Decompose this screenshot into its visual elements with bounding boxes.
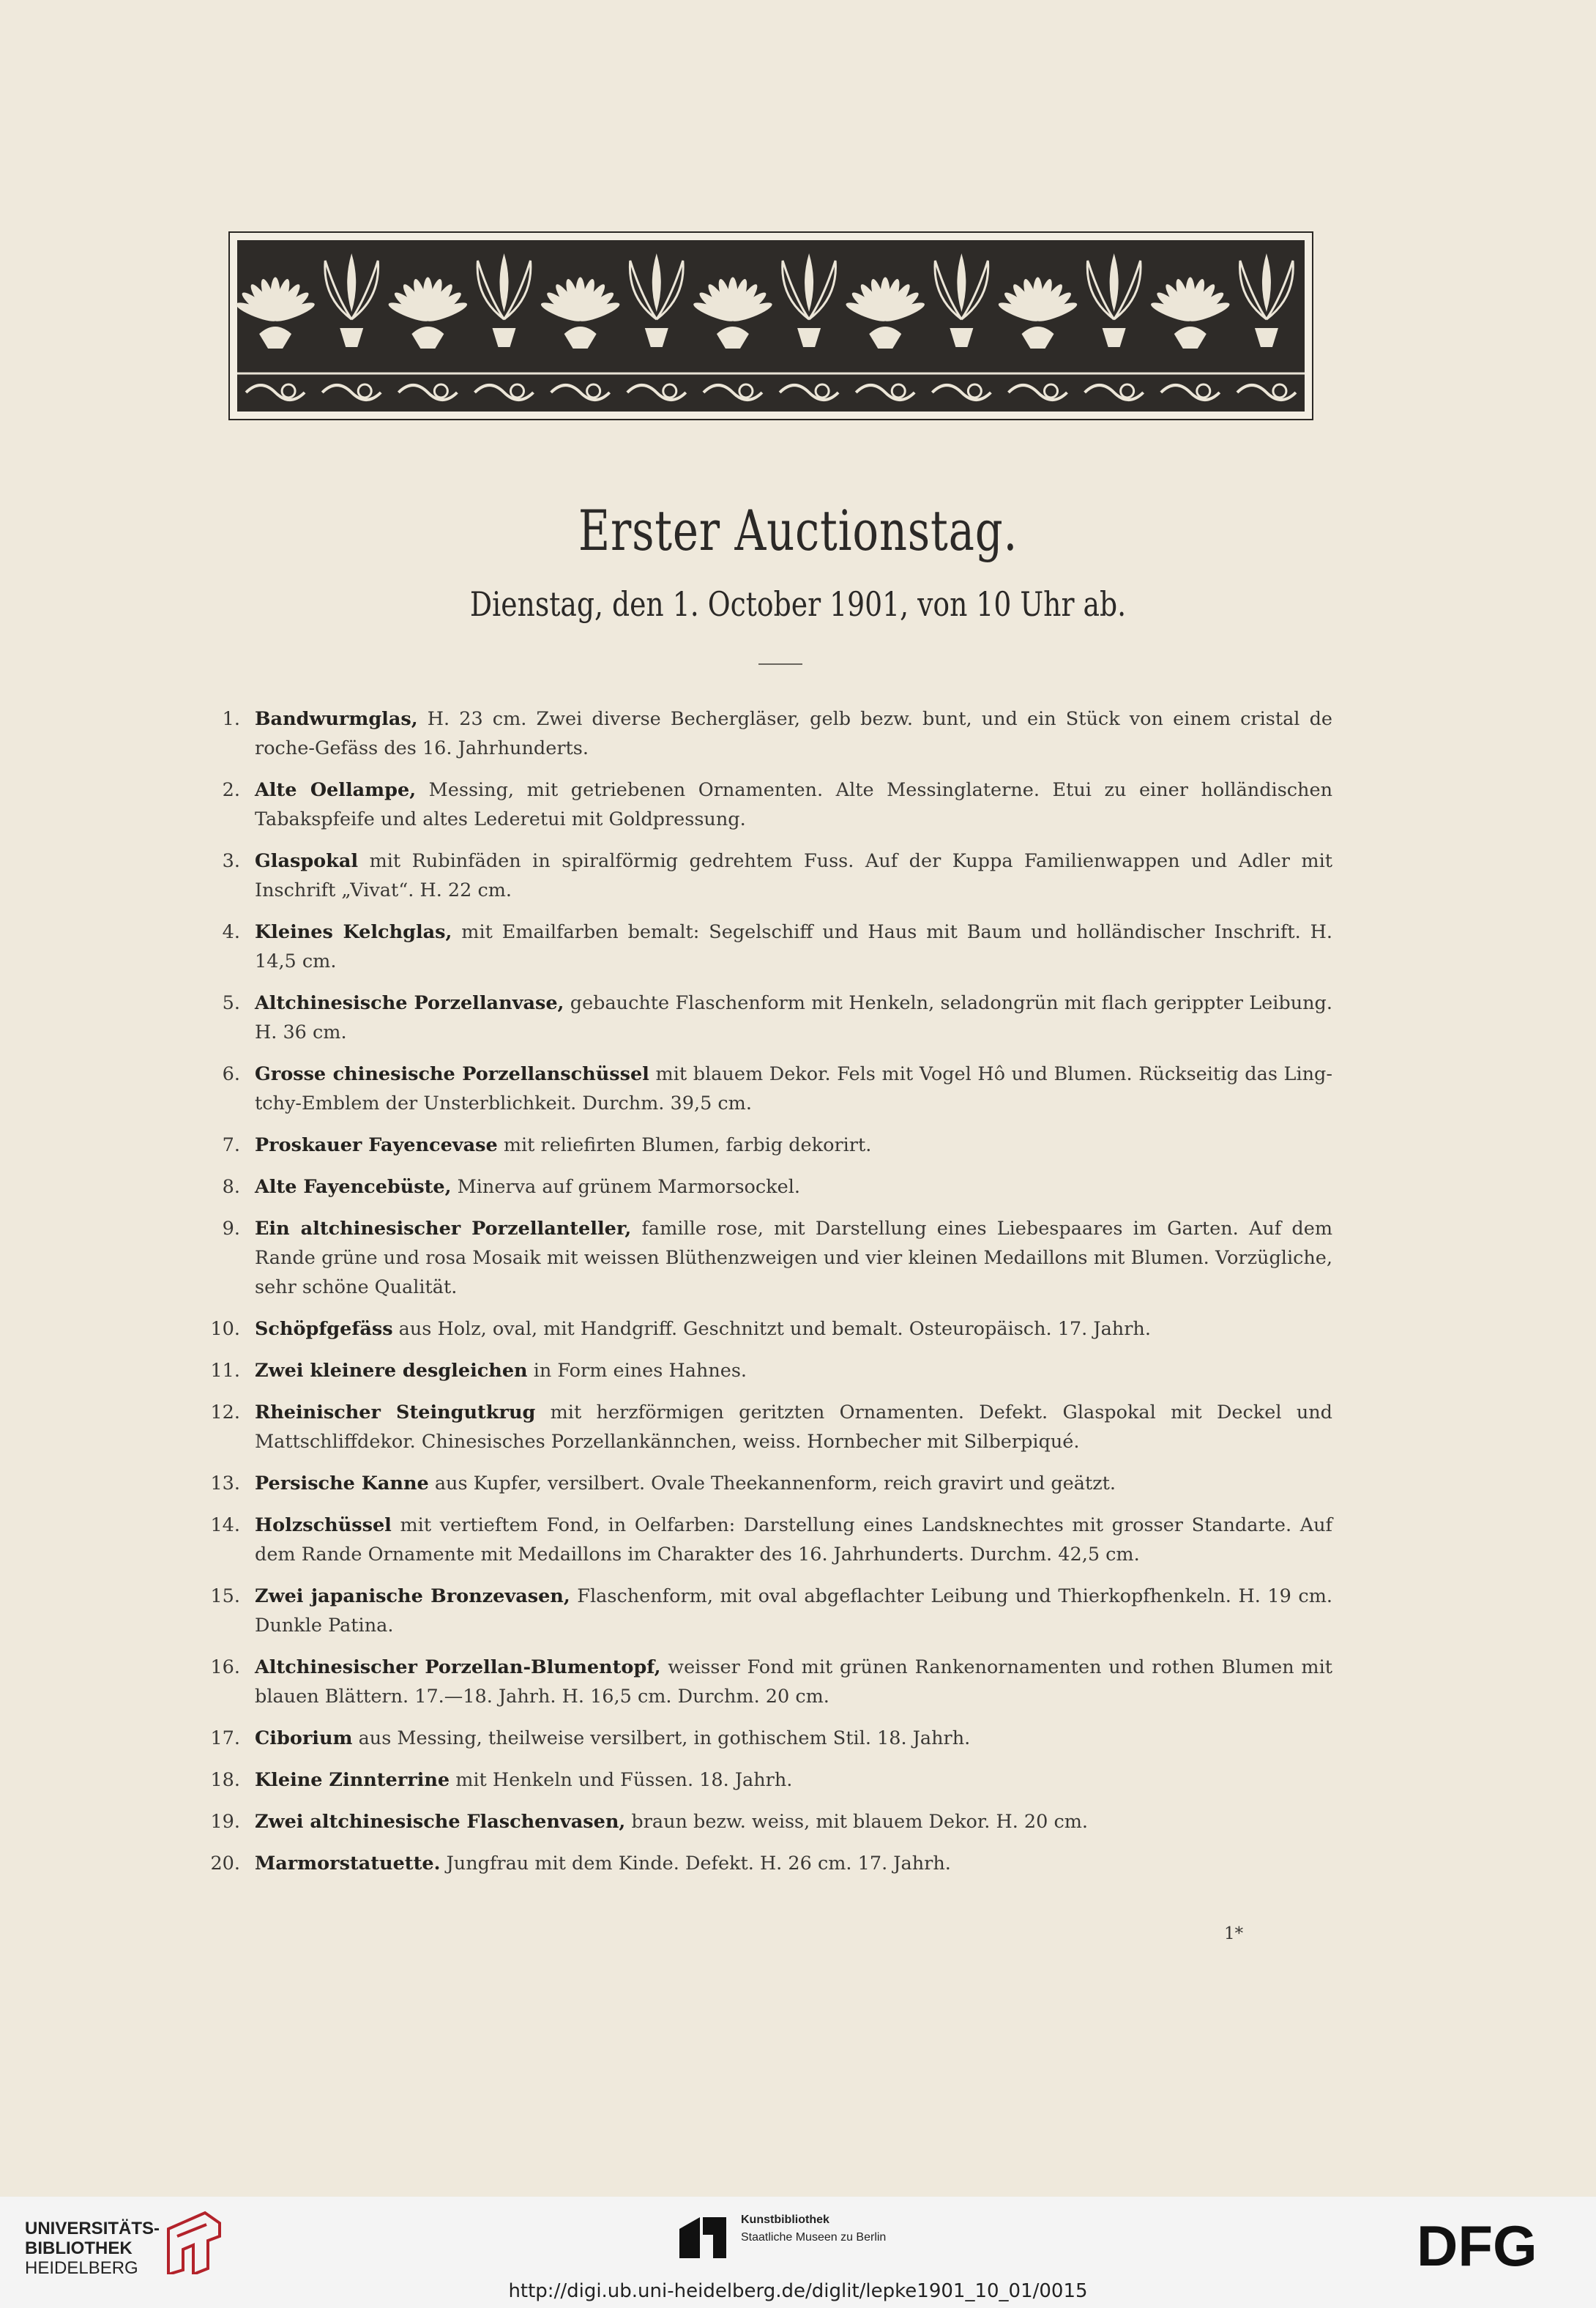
lot-number: 4. [222, 921, 240, 943]
kb-line2: Staatliche Museen zu Berlin [741, 2231, 887, 2244]
dfg-logo [1417, 2220, 1576, 2273]
lot-item [205, 1582, 1332, 1640]
lot-number: 3. [222, 850, 240, 872]
lot-item [205, 1765, 1332, 1795]
ub-logo-line3: HEIDELBERG [25, 2258, 138, 2278]
lot-number: 5. [222, 992, 240, 1014]
lot-number: 6. [222, 1063, 240, 1085]
lot-name: Proskauer Fayencevase [255, 1134, 498, 1156]
lot-name: Zwei japanische Bronzevasen, [255, 1585, 570, 1607]
lot-description: mit reliefirten Blumen, farbig dekorirt. [497, 1134, 872, 1156]
lot-number: 8. [222, 1176, 240, 1198]
lot-number: 7. [222, 1134, 240, 1156]
lot-description: mit Henkeln und Füssen. 18. Jahrh. [450, 1769, 793, 1791]
lot-description: Minerva auf grünem Marmorsockel. [451, 1176, 800, 1198]
lot-item [205, 917, 1332, 976]
ub-logo-line1: UNIVERSITÄTS- [25, 2219, 160, 2238]
lot-description: famille rose, mit Darstellung eines Liebespaares im Garten. Auf dem Rande grüne und rosa Mosaik mit weissen Blüthenzweigen und vier kleinen Medaillons mit Blumen. Vorzügliche, sehr schöne Qualität. [255, 1218, 1332, 1298]
lot-description: mit herzförmigen geritzten Ornamenten. Defekt. Glaspokal mit Deckel und Mattschliffdekor. Chinesisches Porzellankännchen, weiss. Hornbecher mit Silberpiqué. [255, 1401, 1332, 1453]
page-subtitle: Dienstag, den 1. October 1901, von 10 Uhr ab. [469, 584, 1127, 624]
lot-name: Holzschüssel [255, 1514, 392, 1536]
lot-number: 12. [210, 1401, 240, 1423]
lot-description: Flaschenform, mit oval abgeflachter Leibung und Thierkopfhenkeln. H. 19 cm. Dunkle Patina. [255, 1585, 1332, 1637]
lot-description: weisser Fond mit grünen Rankenornamenten und rothen Blumen mit blauen Blättern. 17.—18. Jahrh. H. 16,5 cm. Durchm. 20 cm. [255, 1656, 1333, 1708]
lot-name: Glaspokal [255, 850, 359, 872]
page-title: Erster Auctionstag. [578, 498, 1018, 563]
lot-name: Alte Fayencebüste, [255, 1176, 452, 1198]
ub-logo-line2: BIBLIOTHEK [25, 2238, 133, 2258]
lot-item [205, 989, 1332, 1047]
lot-item [205, 1060, 1332, 1118]
lot-name: Bandwurmglas, [255, 708, 418, 730]
signature-mark: 1* [1224, 1924, 1244, 1943]
lot-name: Rheinischer Steingutkrug [255, 1401, 536, 1423]
lot-number: 14. [210, 1514, 240, 1536]
lot-description: Jungfrau mit dem Kinde. Defekt. H. 26 cm. 17. Jahrh. [440, 1853, 951, 1875]
lot-number: 20. [210, 1853, 240, 1875]
lot-number: 19. [210, 1811, 240, 1833]
lot-item [205, 1653, 1332, 1711]
lot-number: 15. [210, 1585, 240, 1607]
lot-item [205, 775, 1332, 834]
lot-item [205, 1469, 1332, 1498]
lot-item [205, 846, 1332, 905]
lot-item [205, 1356, 1332, 1385]
permalink-url[interactable]: http://digi.ub.uni-heidelberg.de/diglit/lepke1901_10_01/0015 [508, 2280, 1088, 2302]
lot-description: aus Holz, oval, mit Handgriff. Geschnitzt und bemalt. Osteuropäisch. 17. Jahrh. [392, 1318, 1151, 1340]
lot-description: aus Messing, theilweise versilbert, in gothischem Stil. 18. Jahrh. [352, 1727, 971, 1749]
lot-item [205, 1314, 1332, 1344]
kunstbibliothek-label [741, 2211, 886, 2246]
lot-item [205, 1849, 1332, 1878]
lot-name: Zwei kleinere desgleichen [255, 1360, 528, 1382]
divider [758, 663, 802, 665]
ub-heidelberg-mark-icon [161, 2207, 227, 2274]
lot-name: Ciborium [255, 1727, 353, 1749]
kunstbibliothek-logo-icon [678, 2214, 729, 2260]
lot-name: Schöpfgefäss [255, 1318, 393, 1340]
lot-description: H. 23 cm. Zwei diverse Bechergläser, gelb bezw. bunt, und ein Stück von einem cristal de roche-Gefäss des 16. Jahrhunderts. [255, 708, 1332, 759]
lot-number: 2. [222, 779, 240, 801]
lot-name: Kleine Zinnterrine [255, 1769, 450, 1791]
lot-description: in Form eines Hahnes. [527, 1360, 747, 1382]
lot-item [205, 1172, 1332, 1202]
lot-description: mit vertieftem Fond, in Oelfarben: Darstellung eines Landsknechtes mit grosser Standarte. Auf dem Rande Ornamente mit Medaillons im Charakter des 16. Jahrhunderts. Durchm. 42,5 cm. [255, 1514, 1332, 1566]
lot-name: Grosse chinesische Porzellanschüssel [255, 1063, 649, 1085]
lot-number: 10. [210, 1318, 240, 1340]
lot-number: 16. [210, 1656, 240, 1678]
lot-item [205, 704, 1332, 763]
lot-description: mit blauem Dekor. Fels mit Vogel Hô und Blumen. Rückseitig das Ling-tchy-Emblem der Unsterblichkeit. Durchm. 39,5 cm. [255, 1063, 1332, 1114]
lot-item [205, 1724, 1332, 1753]
lot-description: mit Emailfarben bemalt: Segelschiff und Haus mit Baum und holländischer Inschrift. H. 14,5 cm. [255, 921, 1332, 972]
lot-name: Alte Oellampe, [255, 779, 417, 801]
lot-item [205, 1131, 1332, 1160]
lot-name: Persische Kanne [255, 1473, 429, 1494]
lot-name: Kleines Kelchglas, [255, 921, 452, 943]
lot-number: 18. [210, 1769, 240, 1791]
lot-item [205, 1398, 1332, 1456]
lot-name: Marmorstatuette. [255, 1853, 441, 1875]
lot-description: gebauchte Flaschenform mit Henkeln, seladongrün mit flach gerippter Leibung. H. 36 cm. [255, 992, 1332, 1043]
lot-number: 1. [222, 708, 240, 730]
lot-description: aus Kupfer, versilbert. Ovale Theekannenform, reich gravirt und geätzt. [428, 1473, 1116, 1494]
lot-name: Altchinesischer Porzellan-Blumentopf, [255, 1656, 661, 1678]
lot-item [205, 1807, 1332, 1836]
lot-name: Ein altchinesischer Porzellanteller, [255, 1218, 632, 1240]
lot-description: Messing, mit getriebenen Ornamenten. Alte Messinglaterne. Etui zu einer holländischen Tabakspfeife und altes Lederetui mit Goldpressung. [255, 779, 1332, 830]
ub-heidelberg-logo [25, 2219, 160, 2278]
lot-number: 11. [210, 1360, 240, 1382]
lot-description: mit Rubinfäden in spiralförmig gedrehtem Fuss. Auf der Kuppa Familienwappen und Adler mit Inschrift „Vivat“. H. 22 cm. [255, 850, 1332, 901]
dfg-logo-text: DFG [1417, 2220, 1537, 2273]
lot-list [205, 704, 1332, 1891]
lot-description: braun bezw. weiss, mit blauem Dekor. H. 20 cm. [625, 1811, 1089, 1833]
lot-number: 9. [222, 1218, 240, 1240]
lot-number: 13. [210, 1473, 240, 1494]
lot-name: Altchinesische Porzellanvase, [255, 992, 564, 1014]
kb-line1: Kunstbibliothek [741, 2214, 829, 2226]
lot-name: Zwei altchinesische Flaschenvasen, [255, 1811, 626, 1833]
lot-item [205, 1214, 1332, 1302]
palmette-ornament-band [228, 231, 1313, 420]
lot-number: 17. [210, 1727, 240, 1749]
lot-item [205, 1511, 1332, 1569]
